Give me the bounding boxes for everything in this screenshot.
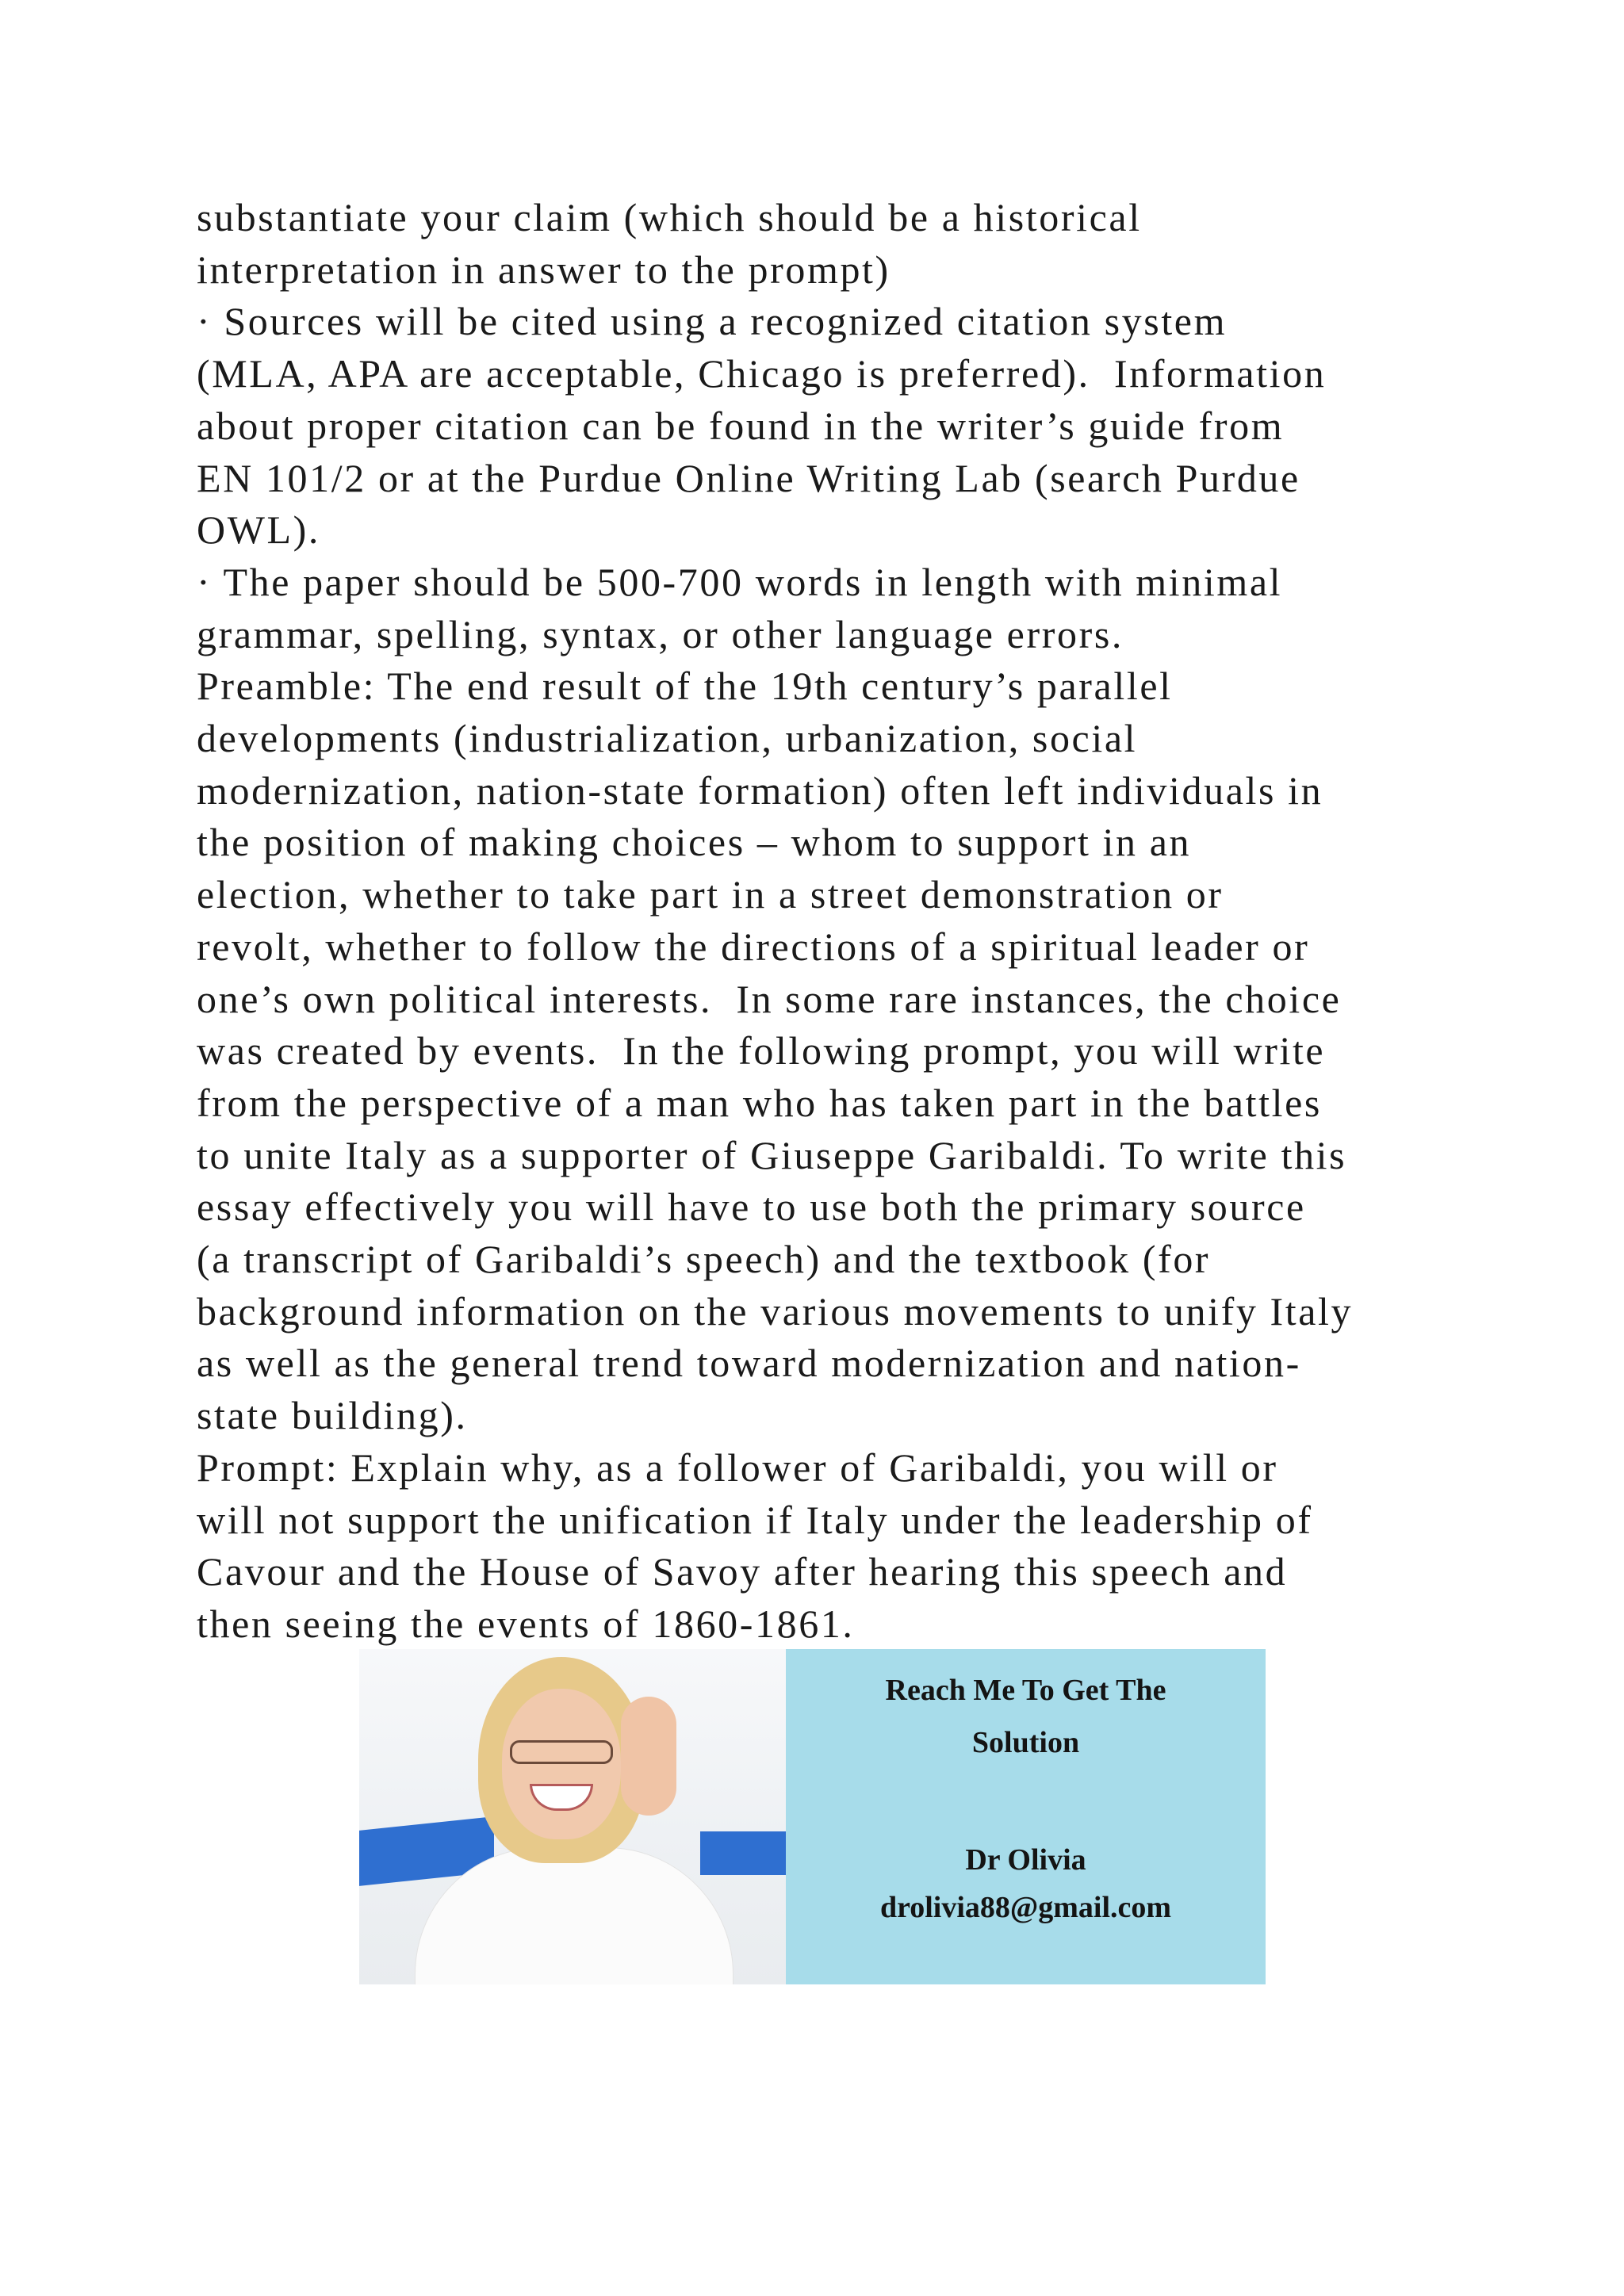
contact-ad-banner: [359, 1649, 1266, 1984]
text-line: state building).: [197, 1393, 468, 1438]
face-shape: [502, 1689, 621, 1839]
smiling-woman-photo-icon: [359, 1649, 786, 1984]
ad-headline: Solution: [971, 1726, 1080, 1759]
text-line: will not support the unification if Italy under the leadership of: [197, 1497, 1313, 1542]
text-line: was created by events. In the following prompt, you will write: [197, 1028, 1326, 1073]
text-line: modernization, nation-state formation) often left individuals in: [197, 767, 1323, 813]
text-line: Cavour and the House of Savoy after hearing this speech and: [197, 1549, 1288, 1594]
text-line: EN 101/2 or at the Purdue Online Writing Lab (search Purdue: [197, 455, 1300, 500]
text-line: as well as the general trend toward modernization and nation-: [197, 1341, 1301, 1386]
text-line: substantiate your claim (which should be a historical: [197, 195, 1142, 239]
text-line: Prompt: Explain why, as a follower of Garibaldi, you will or: [197, 1445, 1278, 1490]
chair-shape: [700, 1831, 786, 1875]
text-line: (a transcript of Garibaldi’s speech) and the textbook (for: [197, 1237, 1211, 1282]
text-line: the position of making choices – whom to support in an: [197, 820, 1192, 865]
text-line: · Sources will be cited using a recognized citation system: [197, 299, 1228, 344]
text-line: · The paper should be 500-700 words in length with minimal: [197, 559, 1283, 604]
text-line: revolt, whether to follow the directions of a spiritual leader or: [197, 924, 1310, 969]
text-line: to unite Italy as a supporter of Giuseppe Garibaldi. To write this: [197, 1132, 1347, 1177]
text-line: from the perspective of a man who has taken part in the battles: [197, 1080, 1322, 1125]
text-line: developments (industrialization, urbanization, social: [197, 716, 1138, 761]
text-line: background information on the various movements to unify Italy: [197, 1288, 1354, 1334]
text-line: then seeing the events of 1860-1861.: [197, 1601, 855, 1646]
text-line: essay effectively you will have to use both the primary source: [197, 1184, 1306, 1230]
contact-name: Dr Olivia: [965, 1843, 1086, 1877]
text-line: election, whether to take part in a street demonstration or: [197, 872, 1224, 917]
glasses-icon: [510, 1740, 613, 1764]
text-line: grammar, spelling, syntax, or other language errors.: [197, 611, 1124, 656]
text-line: interpretation in answer to the prompt): [197, 247, 891, 292]
body-text: [197, 192, 1465, 1651]
text-line: (MLA, APA are acceptable, Chicago is preferred). Information: [197, 351, 1327, 396]
contact-email: drolivia88@gmail.com: [879, 1891, 1172, 1924]
text-line: about proper citation can be found in the writer’s guide from: [197, 403, 1285, 448]
text-line: OWL).: [197, 507, 320, 553]
contact-info-panel: [786, 1649, 1266, 1984]
text-line: Preamble: The end result of the 19th century’s parallel: [197, 664, 1173, 709]
text-line: one’s own political interests. In some rare instances, the choice: [197, 976, 1342, 1021]
ad-headline: Reach Me To Get The: [885, 1674, 1166, 1707]
hand-shape: [621, 1697, 676, 1816]
